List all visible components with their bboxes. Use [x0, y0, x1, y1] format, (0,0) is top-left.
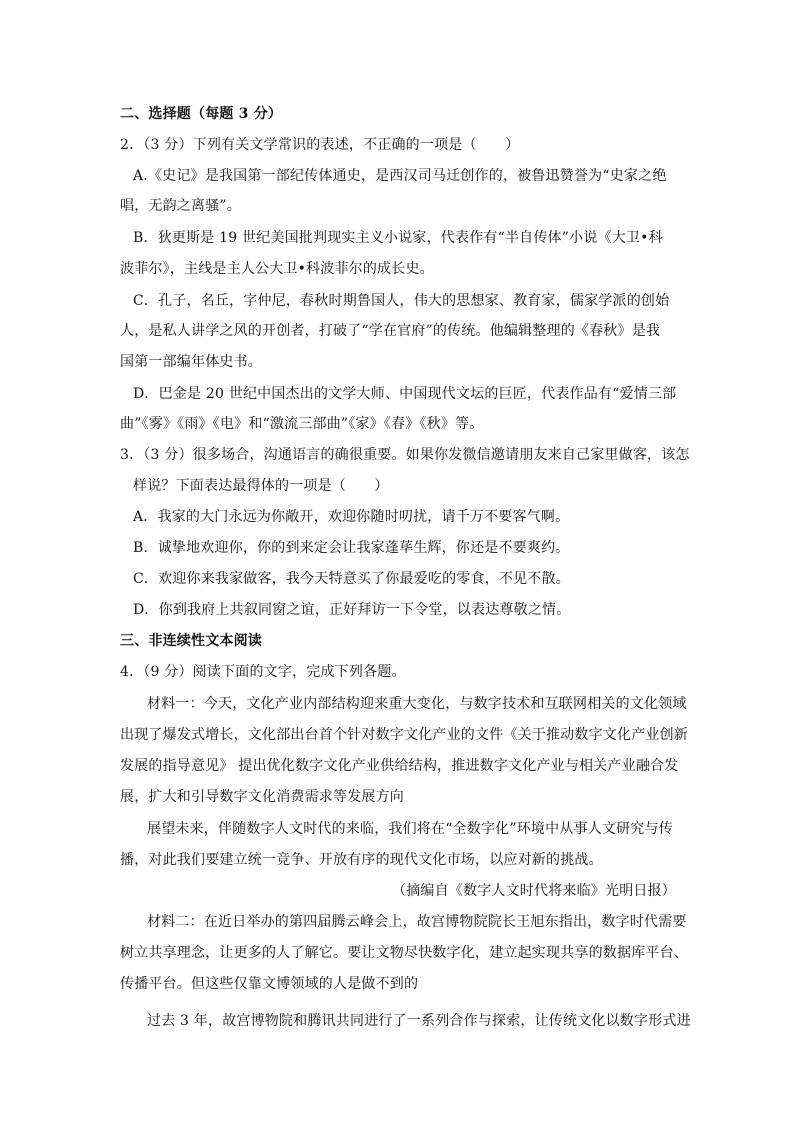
- section-heading-reading: 三、非连续性文本阅读: [120, 633, 262, 649]
- question-4-stem: 4．（9 分）阅读下面的文字，完成下列各题。: [120, 664, 406, 680]
- material-1-line: 发展的指导意见》 提出优化数字文化产业供给结构，推进数字文化产业与相关产业融合发: [120, 758, 679, 774]
- question-2-option-c-cont: 人，是私人讲学之风的开创者，打破了“学在官府”的传统。他编辑整理的《春秋》是我: [120, 323, 661, 339]
- section-heading-multiple-choice: 二、选择题（每题 3 分）: [120, 106, 283, 122]
- material-1-line: 出现了爆发式增长，文化部出台首个针对数字文化产业的文件《关于推动数字文化产业创新: [120, 727, 688, 743]
- material-1-line: 材料一：今天，文化产业内部结构迎来重大变化，与数字技术和互联网相关的文化领域: [147, 696, 687, 712]
- paragraph-line: 过去 3 年，故宫博物院和腾讯共同进行了一系列合作与探索，让传统文化以数字形式进: [147, 1013, 691, 1029]
- paragraph-line: 播，对此我们要建立统一竞争、开放有序的现代文化市场，以应对新的挑战。: [120, 852, 603, 868]
- source-citation: （摘编自《数字人文时代将来临》光明日报）: [392, 883, 676, 899]
- paragraph-line: 展望未来，伴随数字人文时代的来临，我们将在“全数字化”环境中从事人文研究与传: [147, 821, 673, 837]
- question-2-option-d: D．巴金是 20 世纪中国杰出的文学大师、中国现代文坛的巨匠，代表作品有“爱情三部: [133, 386, 677, 402]
- question-2-stem: 2．（3 分）下列有关文学常识的表述，不正确的一项是（ ）: [120, 137, 520, 153]
- question-3-option-b: B．诚挚地欢迎你，你的到来定会让我家蓬荜生辉，你还是不要爽约。: [133, 540, 570, 556]
- question-2-option-b: B．狄更斯是 19 世纪美国批判现实主义小说家，代表作有“半自传体”小说《大卫•科: [133, 230, 663, 246]
- material-2-line: 材料二：在近日举办的第四届腾云峰会上，故宫博物院院长王旭东指出，数字时代需要: [147, 914, 687, 930]
- question-3-stem-cont: 样说？下面表达最得体的一项是（ ）: [133, 478, 389, 494]
- question-2-option-a-cont: 唱，无韵之离骚”。: [120, 198, 241, 214]
- material-2-line: 传播平台。但这些仅靠文博领域的人是做不到的: [120, 976, 419, 992]
- question-2-option-c-cont2: 国第一部编年体史书。: [120, 354, 262, 370]
- material-1-line: 展，扩大和引导数字文化消费需求等发展方向: [120, 789, 404, 805]
- question-3-stem: 3．（3 分）很多场合，沟通语言的确很重要。如果你发微信邀请朋友来自己家里做客，该怎: [120, 447, 690, 463]
- question-3-option-a: A．我家的大门永远为你敞开，欢迎你随时叨扰，请千万不要客气啊。: [133, 509, 570, 525]
- question-2-option-c: C．孔子，名丘，字仲尼，春秋时期鲁国人，伟大的思想家、教育家，儒家学派的创始: [133, 293, 670, 309]
- question-2-option-d-cont: 曲”《雾》《雨》《电》和“激流三部曲”《家》《春》《秋》等。: [120, 416, 484, 432]
- material-2-line: 树立共享理念，让更多的人了解它。要让文物尽快数字化，建立起实现共享的数据库平台、: [120, 945, 688, 961]
- question-2-option-a: A.《史记》是我国第一部纪传体通史，是西汉司马迁创作的，被鲁迅赞誉为“史家之绝: [133, 168, 667, 184]
- question-3-option-c: C．欢迎你来我家做客，我今天特意买了你最爱吃的零食，不见不散。: [133, 571, 570, 587]
- question-3-option-d: D．你到我府上共叙同窗之谊，正好拜访一下令堂，以表达尊敬之情。: [133, 602, 571, 618]
- question-2-option-b-cont: 波菲尔》，主线是主人公大卫•科波菲尔的成长史。: [120, 261, 434, 277]
